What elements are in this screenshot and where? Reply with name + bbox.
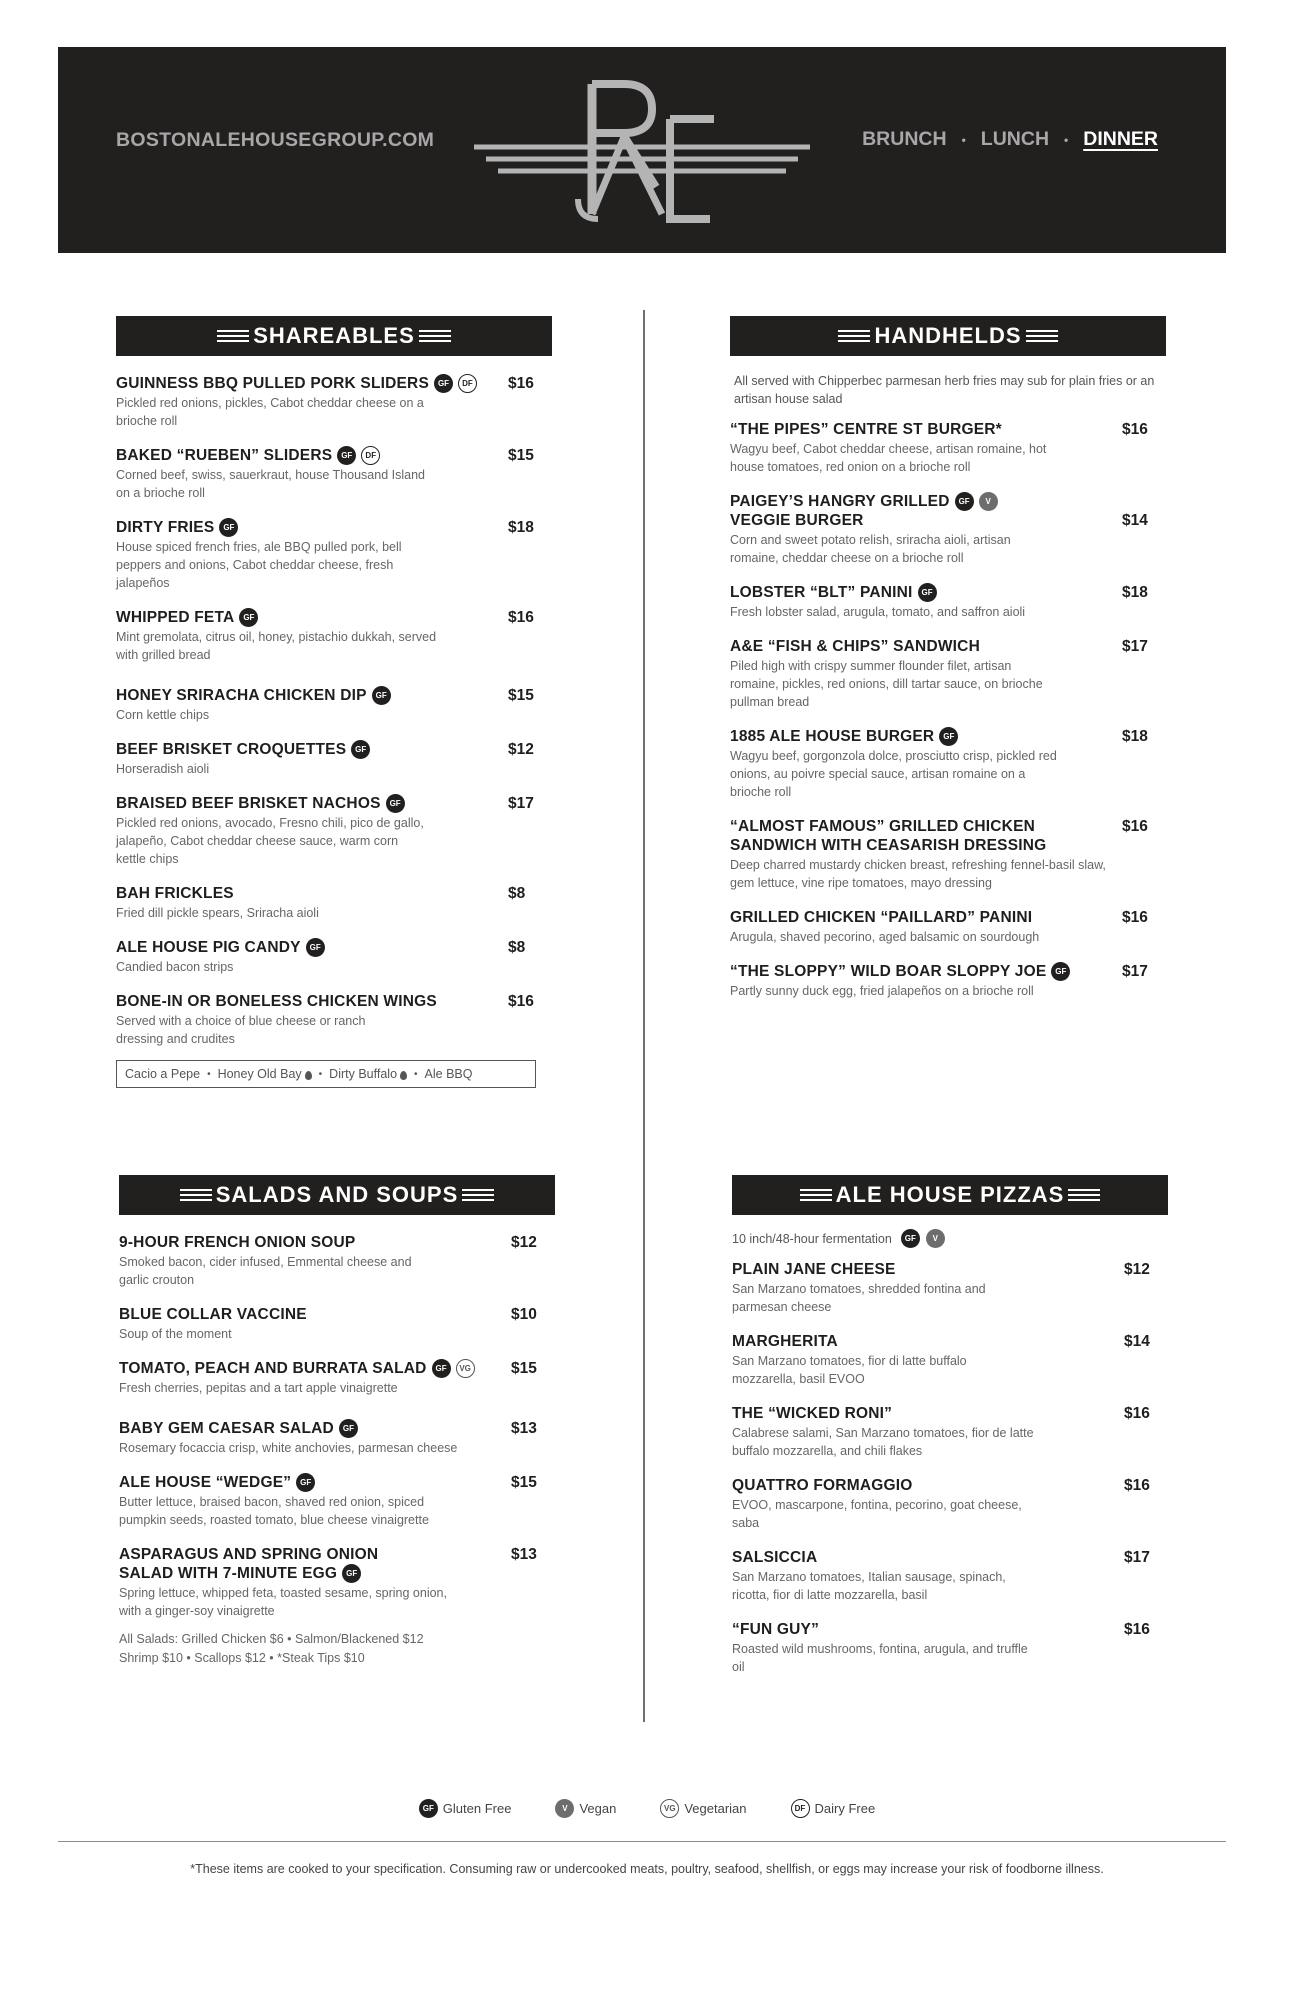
item-price: $18 (1122, 728, 1148, 745)
item-description: Mint gremolata, citrus oil, honey, pistachio dukkah, served with grilled bread (116, 630, 437, 662)
section-title: SALADS AND SOUPS (215, 1182, 459, 1207)
legend-item (419, 1799, 512, 1818)
addons-line: All Salads: Grilled Chicken $6 • Salmon/Blackened $12 (119, 1632, 424, 1646)
section-salads-soups (119, 1175, 555, 1668)
item-description: San Marzano tomatoes, Italian sausage, spinach, ricotta, fior di latte mozzarella, basil (732, 1570, 1006, 1602)
sauce-separator: • (414, 1068, 418, 1080)
section-intro (732, 1229, 1168, 1248)
section-banner (730, 316, 1166, 356)
item-name: QUATTRO FORMAGGIO (732, 1477, 913, 1494)
item-name: PAIGEY’S HANGRY GRILLED (730, 493, 950, 510)
menu-item (732, 1548, 1168, 1604)
item-price: $14 (1122, 512, 1148, 529)
item-price: $16 (508, 993, 534, 1010)
item-description: Partly sunny duck egg, fried jalapeños on a brioche roll (730, 984, 1034, 998)
vegetarian-icon: VG (660, 1799, 679, 1818)
menu-item (119, 1233, 555, 1289)
vegan-icon: V (926, 1229, 945, 1248)
item-description: Candied bacon strips (116, 960, 234, 974)
dairy-free-icon: DF (361, 446, 380, 465)
menu-item (732, 1260, 1168, 1316)
header-bar (58, 47, 1226, 253)
sauce-separator: • (207, 1068, 211, 1080)
bars-icon (419, 329, 451, 343)
section-title: SHAREABLES (253, 323, 415, 348)
item-name: BLUE COLLAR VACCINE (119, 1306, 307, 1323)
gluten-free-icon: GF (296, 1473, 315, 1492)
item-price: $13 (511, 1546, 537, 1563)
menu-item (119, 1473, 555, 1529)
menu-item (730, 962, 1166, 1000)
item-description: Smoked bacon, cider infused, Emmental cheese and garlic crouton (119, 1255, 412, 1287)
gluten-free-icon: GF (386, 794, 405, 813)
nav-brunch[interactable]: BRUNCH (862, 128, 947, 150)
sauce-option: Dirty Buffalo (329, 1067, 398, 1081)
menu-item (116, 884, 552, 922)
item-description: Corned beef, swiss, sauerkraut, house Thousand Island on a brioche roll (116, 468, 425, 500)
item-name: LOBSTER “BLT” PANINI (730, 584, 913, 601)
item-description: Butter lettuce, braised bacon, shaved red onion, spiced pumpkin seeds, roasted tomato, blue cheese vinaigrette (119, 1495, 429, 1527)
menu-item (119, 1545, 555, 1620)
legend-item (555, 1799, 616, 1818)
item-description: Rosemary focaccia crisp, white anchovies, parmesan cheese (119, 1441, 458, 1455)
item-name: DIRTY FRIES (116, 519, 215, 536)
item-name: BAKED “RUEBEN” SLIDERS (116, 447, 333, 464)
food-safety-disclaimer: *These items are cooked to your specification. Consuming raw or undercooked meats, poultry, seafood, shellfish, or eggs may increase your risk of foodborne illness. (190, 1862, 1104, 1876)
section-banner (116, 316, 552, 356)
bars-icon (838, 329, 870, 343)
menu-item (116, 374, 552, 430)
item-description: Fried dill pickle spears, Sriracha aioli (116, 906, 319, 920)
gluten-free-icon: GF (939, 727, 958, 746)
sauce-separator: • (318, 1068, 323, 1080)
item-name: ASPARAGUS AND SPRING ONION (119, 1546, 379, 1563)
bars-icon (800, 1188, 832, 1202)
menu-item (119, 1305, 555, 1343)
item-price: $18 (508, 519, 534, 536)
item-description: Corn kettle chips (116, 708, 210, 722)
item-description: Horseradish aioli (116, 762, 210, 776)
section-handhelds (730, 316, 1166, 1016)
vegetarian-icon: VG (456, 1359, 475, 1378)
intro-text: 10 inch/48-hour fermentation (732, 1231, 892, 1246)
dairy-free-icon: DF (791, 1799, 810, 1818)
item-name: MARGHERITA (732, 1333, 838, 1350)
nav-separator: • (1064, 132, 1069, 147)
item-name: GUINNESS BBQ PULLED PORK SLIDERS (116, 375, 429, 392)
menu-item (116, 446, 552, 502)
menu-item (119, 1359, 555, 1397)
item-name: BEEF BRISKET CROQUETTES (116, 741, 347, 758)
item-description: Pickled red onions, pickles, Cabot cheddar cheese on a brioche roll (116, 396, 424, 428)
gluten-free-icon: GF (434, 374, 453, 393)
menu-item (116, 518, 552, 592)
legend-label: Vegetarian (684, 1801, 747, 1816)
item-price: $16 (1124, 1477, 1150, 1494)
bars-icon (1068, 1188, 1100, 1202)
item-price: $13 (511, 1420, 537, 1437)
item-name: 9-HOUR FRENCH ONION SOUP (119, 1234, 356, 1251)
menu-item (732, 1332, 1168, 1388)
gluten-free-icon: GF (219, 518, 238, 537)
item-price: $15 (508, 687, 534, 704)
menu-item (730, 492, 1166, 567)
footer-divider (58, 1841, 1226, 1842)
meal-nav (862, 128, 1158, 151)
gluten-free-icon: GF (372, 686, 391, 705)
item-description: Wagyu beef, Cabot cheddar cheese, artisan romaine, hot house tomatoes, red onion on a brioche roll (730, 442, 1047, 474)
item-name: BABY GEM CAESAR SALAD (119, 1420, 334, 1437)
item-price: $17 (1122, 963, 1148, 980)
bars-icon (217, 329, 249, 343)
item-name: SALAD WITH 7-MINUTE EGG (119, 1565, 338, 1582)
sauce-option: Cacio a Pepe (125, 1067, 201, 1081)
section-title: HANDHELDS (874, 323, 1022, 348)
menu-item (116, 740, 552, 778)
item-price: $18 (1122, 584, 1148, 601)
legend-label: Vegan (579, 1801, 617, 1816)
gluten-free-icon: GF (306, 938, 325, 957)
item-name: “THE PIPES” CENTRE ST BURGER* (730, 421, 1002, 438)
menu-item (730, 637, 1166, 711)
gluten-free-icon: GF (419, 1799, 438, 1818)
gluten-free-icon: GF (342, 1564, 361, 1583)
menu-item (732, 1476, 1168, 1532)
item-price: $12 (1124, 1261, 1150, 1278)
item-name: PLAIN JANE CHEESE (732, 1261, 896, 1278)
item-name: “ALMOST FAMOUS” GRILLED CHICKEN (730, 818, 1035, 835)
menu-item (116, 938, 552, 976)
menu-item (116, 794, 552, 868)
item-price: $12 (508, 741, 534, 758)
item-description: Served with a choice of blue cheese or ranch dressing and crudites (116, 1014, 366, 1046)
item-description: Calabrese salami, San Marzano tomatoes, fior de latte buffalo mozzarella, and chili flakes (732, 1426, 1034, 1458)
gluten-free-icon: GF (901, 1229, 920, 1248)
bars-icon (180, 1188, 212, 1202)
section-banner (732, 1175, 1168, 1215)
item-description: Spring lettuce, whipped feta, toasted sesame, spring onion, with a ginger-soy vinaigrette (119, 1586, 447, 1618)
item-price: $16 (1122, 818, 1148, 835)
sauce-option: Honey Old Bay (217, 1067, 302, 1081)
gluten-free-icon: GF (918, 583, 937, 602)
item-name: BONE-IN OR BONELESS CHICKEN WINGS (116, 993, 437, 1010)
legend-label: Dairy Free (814, 1801, 876, 1816)
item-description: House spiced french fries, ale BBQ pulled pork, bell peppers and onions, Cabot cheddar cheese, fresh jalapeños (116, 540, 402, 590)
menu-item (116, 686, 552, 724)
item-name: WHIPPED FETA (116, 609, 235, 626)
item-name: TOMATO, PEACH AND BURRATA SALAD (119, 1360, 427, 1377)
item-description: Wagyu beef, gorgonzola dolce, prosciutto crisp, pickled red onions, au poivre special sauce, artisan romaine on a brioche roll (730, 749, 1057, 799)
item-price: $16 (508, 609, 534, 626)
item-price: $17 (508, 795, 534, 812)
item-price: $15 (511, 1360, 537, 1377)
item-description: EVOO, mascarpone, fontina, pecorino, goat cheese, saba (732, 1498, 1022, 1530)
nav-separator: • (961, 132, 966, 147)
item-description: Piled high with crispy summer flounder filet, artisan romaine, pickles, red onions, dill tartar sauce, on brioche pullman bread (730, 659, 1043, 709)
menu-item (119, 1419, 555, 1457)
legend-label: Gluten Free (442, 1801, 512, 1816)
bars-icon (1026, 329, 1058, 343)
item-description: Corn and sweet potato relish, sriracha aioli, artisan romaine, cheddar cheese on a brioche roll (730, 533, 1011, 565)
item-description: Pickled red onions, avocado, Fresno chili, pico de gallo, jalapeño, Cabot cheddar cheese sauce, warm corn kettle chips (116, 816, 424, 866)
vegan-icon: V (979, 492, 998, 511)
dairy-free-icon: DF (458, 374, 477, 393)
item-price: $16 (1122, 909, 1148, 926)
item-price: $16 (508, 375, 534, 392)
item-description: Fresh lobster salad, arugula, tomato, and saffron aioli (730, 605, 1026, 619)
item-description: Fresh cherries, pepitas and a tart apple vinaigrette (119, 1381, 398, 1395)
item-price: $16 (1122, 421, 1148, 438)
item-description: Arugula, shaved pecorino, aged balsamic on sourdough (730, 930, 1040, 944)
ale-house-logo (474, 79, 810, 229)
item-price: $16 (1124, 1621, 1150, 1638)
item-name: BRAISED BEEF BRISKET NACHOS (116, 795, 381, 812)
gluten-free-icon: GF (351, 740, 370, 759)
item-price: $15 (511, 1474, 537, 1491)
item-name: “FUN GUY” (732, 1621, 820, 1638)
menu-item (116, 608, 552, 664)
item-name: THE “WICKED RONI” (732, 1405, 893, 1422)
wing-sauce-options (116, 1060, 536, 1088)
menu-item (730, 583, 1166, 621)
bars-icon (462, 1188, 494, 1202)
section-title: ALE HOUSE PIZZAS (835, 1182, 1065, 1207)
section-pizzas (732, 1175, 1168, 1692)
item-description: Roasted wild mushrooms, fontina, arugula, and truffle oil (732, 1642, 1028, 1674)
menu-item (732, 1620, 1168, 1676)
item-name: ALE HOUSE PIG CANDY (116, 939, 301, 956)
gluten-free-icon: GF (239, 608, 258, 627)
addons-line: Shrimp $10 • Scallops $12 • *Steak Tips $10 (119, 1651, 365, 1665)
gluten-free-icon: GF (432, 1359, 451, 1378)
item-name: SANDWICH WITH CEASARISH DRESSING (730, 837, 1047, 854)
item-price: $14 (1124, 1333, 1150, 1350)
item-name: A&E “FISH & CHIPS” SANDWICH (730, 638, 980, 655)
column-divider (643, 310, 645, 1722)
section-banner (119, 1175, 555, 1215)
item-price: $8 (508, 885, 526, 902)
item-price: $8 (508, 939, 526, 956)
item-price: $17 (1122, 638, 1148, 655)
item-price: $16 (1124, 1405, 1150, 1422)
item-description: San Marzano tomatoes, fior di latte buffalo mozzarella, basil EVOO (732, 1354, 967, 1386)
menu-item (730, 817, 1166, 892)
item-price: $17 (1124, 1549, 1150, 1566)
gluten-free-icon: GF (337, 446, 356, 465)
legend-item (791, 1799, 876, 1818)
item-description: Soup of the moment (119, 1327, 232, 1341)
gluten-free-icon: GF (339, 1419, 358, 1438)
section-shareables (116, 316, 552, 1088)
nav-lunch[interactable]: LUNCH (980, 128, 1050, 150)
item-name: ALE HOUSE “WEDGE” (119, 1474, 292, 1491)
menu-item (730, 727, 1166, 801)
website-link[interactable]: BOSTONALEHOUSEGROUP.COM (116, 129, 435, 151)
vegan-icon: V (555, 1799, 574, 1818)
item-name: VEGGIE BURGER (730, 512, 864, 529)
item-description: San Marzano tomatoes, shredded fontina and parmesan cheese (732, 1282, 986, 1314)
gluten-free-icon: GF (955, 492, 974, 511)
item-price: $15 (508, 447, 534, 464)
sauce-option: Ale BBQ (424, 1067, 473, 1081)
item-description: Deep charred mustardy chicken breast, refreshing fennel-basil slaw, gem lettuce, vine ripe tomatoes, mayo dressing (730, 858, 1106, 890)
item-name: HONEY SRIRACHA CHICKEN DIP (116, 687, 367, 704)
spicy-drop-icon (400, 1071, 407, 1080)
section-intro: All served with Chipperbec parmesan herb fries may sub for plain fries or an artisan house salad (734, 374, 1155, 406)
menu-item (732, 1404, 1168, 1460)
dietary-legend (0, 1799, 1294, 1818)
item-name: SALSICCIA (732, 1549, 818, 1566)
menu-item (730, 420, 1166, 476)
salad-addons (119, 1630, 555, 1668)
item-name: BAH FRICKLES (116, 885, 234, 902)
menu-item (116, 992, 552, 1048)
item-name: 1885 ALE HOUSE BURGER (730, 728, 935, 745)
nav-dinner[interactable]: DINNER (1083, 128, 1158, 150)
spicy-drop-icon (305, 1071, 312, 1080)
legend-item (660, 1799, 746, 1818)
item-price: $10 (511, 1306, 537, 1323)
item-name: “THE SLOPPY” WILD BOAR SLOPPY JOE (730, 963, 1047, 980)
item-price: $12 (511, 1234, 537, 1251)
menu-item (730, 908, 1166, 946)
item-name: GRILLED CHICKEN “PAILLARD” PANINI (730, 909, 1033, 926)
gluten-free-icon: GF (1051, 962, 1070, 981)
